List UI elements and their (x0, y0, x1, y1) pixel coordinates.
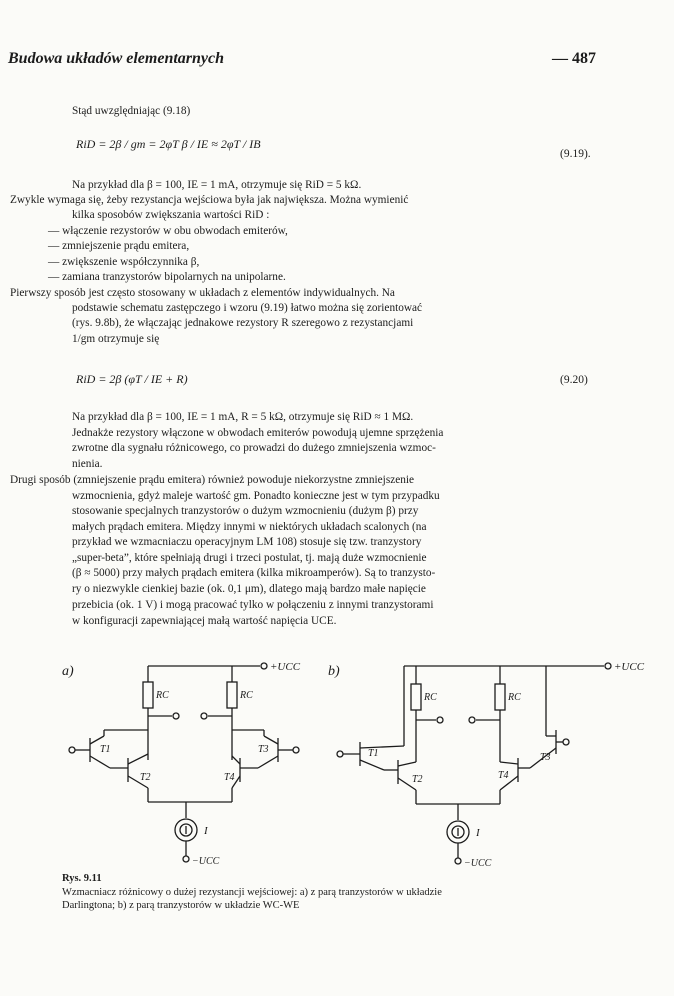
t4-label: T4 (224, 772, 235, 783)
text-line: „super-beta”, które spełniają drugi i trzeci postulat, tj. mają duże wzmocnienie (72, 552, 427, 564)
text-line: małych prądach emitera. Między innymi w niektórych układach scalonych (na (72, 521, 427, 533)
current-label: I (204, 825, 208, 837)
resistor-rc-right (227, 682, 237, 708)
text-line: Jednakże rezystory włączone w obwodach emiterów powodują ujemne sprzężenia (72, 427, 444, 439)
resistor-rc-left (411, 684, 421, 710)
figure-caption-line: Wzmacniacz różnicowy o dużej rezystancji wejściowej: a) z parą tranzystorów w układzie (62, 887, 442, 898)
text-line: nienia. (72, 458, 103, 470)
circuit-b (328, 661, 645, 869)
text-line: stosowanie specjalnych tranzystorów o dużym wzmocnieniu (dużym β) przy (72, 505, 419, 517)
text-line: przebicia (ok. 1 V) i mogą pracować tylko w połączeniu z innymi tranzystorami (72, 599, 434, 611)
page-number: — 487 (552, 50, 596, 67)
rc-label: RC (508, 692, 521, 703)
t1-label: T1 (100, 744, 111, 755)
page-header-title: Budowa układów elementarnych (8, 50, 225, 67)
text-line: kilka sposobów zwiększania wartości RiD : (72, 209, 270, 221)
t2-label: T2 (412, 774, 423, 785)
rc-label: RC (424, 692, 437, 703)
t2-label: T2 (140, 772, 151, 783)
bullet-item: — zmniejszenie prądu emitera, (48, 240, 190, 252)
circuit-a (62, 661, 301, 867)
rc-label: RC (156, 690, 169, 701)
bullet-item: — zamiana tranzystorów bipolarnych na unipolarne. (48, 271, 286, 283)
text-line: Zwykle wymaga się, żeby rezystancja wejściowa była jak największa. Można wymienić (10, 194, 409, 206)
current-label: I (476, 827, 480, 839)
bullet-item: — zwiększenie współczynnika β, (48, 256, 200, 268)
text-line: podstawie schematu zastępczego i wzoru (9.19) łatwo można się zorientować (72, 302, 423, 314)
vcc-neg-label: −UCC (464, 858, 492, 869)
equation-9-19 (76, 137, 261, 152)
text-line: zwrotne dla sygnału różnicowego, co prowadzi do dużego zmniejszenia wzmoc- (72, 442, 436, 454)
text-line: przykład we wzmacniaczu operacyjnym LM 108) stosuje się tzw. tranzystory (72, 536, 422, 548)
t3-label: T3 (540, 752, 551, 763)
text-line: w konfiguracji zapewniającej małą wartość napięcia UCE. (72, 615, 337, 627)
t1-label: T1 (368, 748, 379, 759)
equation-9-20-number: (9.20) (560, 374, 588, 386)
figure-caption-line: Darlingtona; b) z parą tranzystorów w układzie WC-WE (62, 900, 300, 911)
equation-9-19-number: (9.19). (560, 148, 591, 160)
label-b: b) (328, 664, 340, 679)
vcc-label: +UCC (614, 661, 645, 673)
figure-caption-title: Rys. 9.11 (62, 873, 102, 884)
intro-line: Stąd uwzględniając (9.18) (72, 105, 191, 117)
label-a: a) (62, 664, 74, 679)
text-line: 1/gm otrzymuje się (72, 333, 160, 345)
text-line: ry o niezwykle cienkiej bazie (ok. 0,1 μm), dlatego mają bardzo małe napięcie (72, 583, 426, 595)
resistor-rc-left (143, 682, 153, 708)
text-line: (rys. 9.8b), że włączając jednakowe rezystory R szeregowo z rezystancjami (72, 317, 414, 329)
text-line: (β ≈ 5000) przy małych prądach emitera (kilka mikroamperów). Są to tranzysto- (72, 567, 436, 579)
text-line: Na przykład dla β = 100, IE = 1 mA, R = 5 kΩ, otrzymuje się RiD ≈ 1 MΩ. (72, 411, 414, 423)
equation-9-20: RiD = 2β (φT / IE + R) (76, 372, 188, 386)
equation-9-19-text: RiD = 2β / gm = 2φT β / IE ≈ 2φT / IB (76, 137, 261, 151)
rc-label: RC (240, 690, 253, 701)
text-line: Pierwszy sposób jest często stosowany w układach z elementów indywidualnych. Na (10, 287, 395, 299)
bullet-item: — włączenie rezystorów w obu obwodach emiterów, (48, 225, 288, 237)
t3-label: T3 (258, 744, 269, 755)
vcc-neg-label: −UCC (192, 856, 220, 867)
text-line: wzmocnienia, gdyż maleje wartość gm. Ponadto konieczne jest w tym przypadku (72, 490, 440, 502)
circuit-figure (0, 650, 674, 875)
t4-label: T4 (498, 770, 509, 781)
resistor-rc-right (495, 684, 505, 710)
text-line: Na przykład dla β = 100, IE = 1 mA, otrzymuje się RiD = 5 kΩ. (72, 179, 362, 191)
text-line: Drugi sposób (zmniejszenie prądu emitera) również powoduje niekorzystne zmniejszenie (10, 474, 415, 486)
vcc-label: +UCC (270, 661, 301, 673)
